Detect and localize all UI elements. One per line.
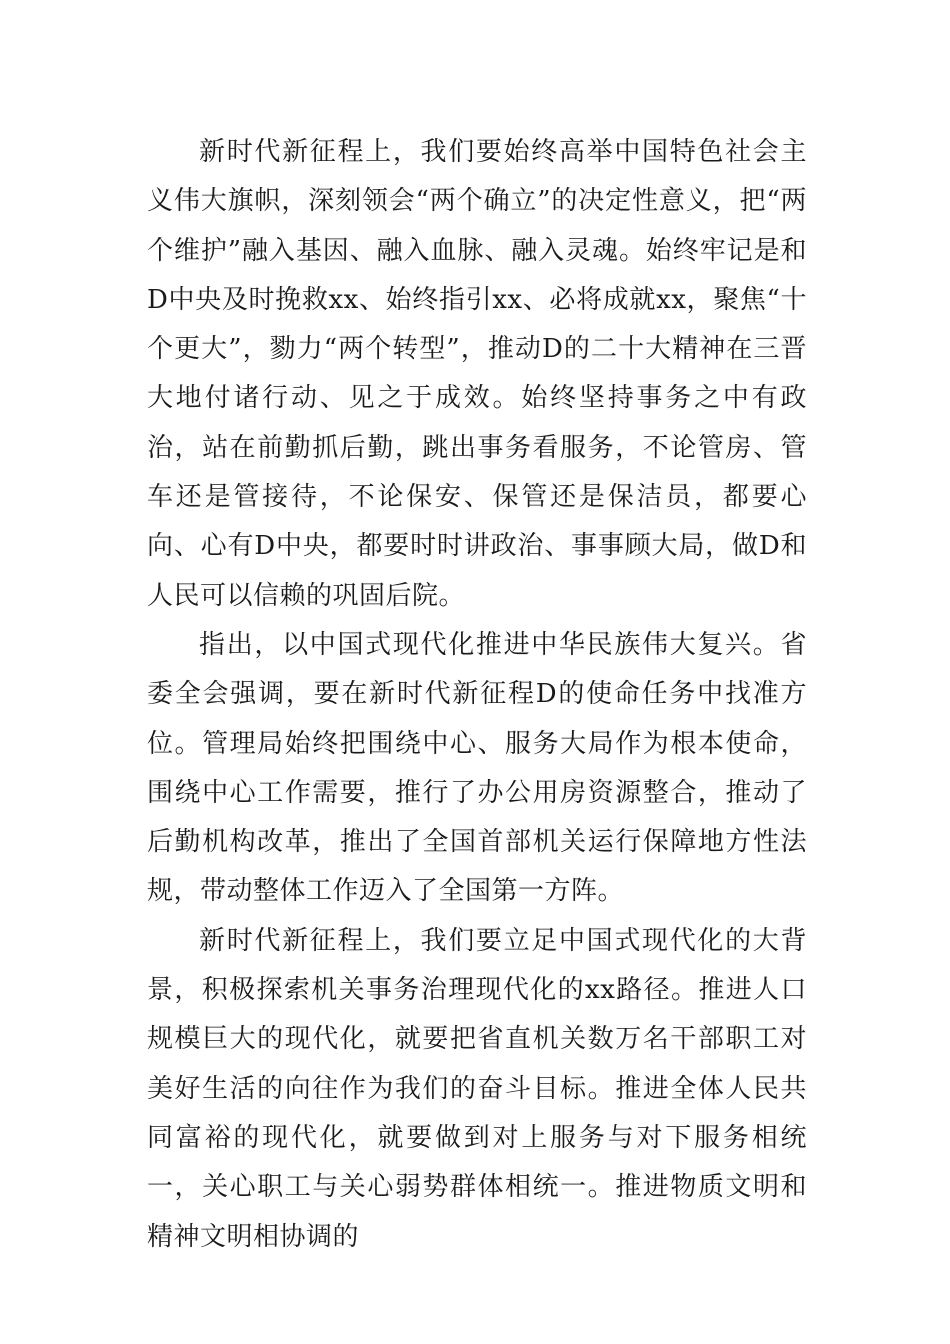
paragraph-1: 新时代新征程上，我们要始终高举中国特色社会主义伟大旗帜，深刻领会“两个确立”的决定性意义，把“两个维护”融入基因、融入血脉、融入灵魂。始终牢记是和D中央及时挽救xx、始终指引xx、必将成就xx，聚焦“十个更大”，勠力“两个转型”，推动D的二十大精神在三晋大地付诸行动、见之于成效。始终坚持事务之中有政治，站在前勤抓后勤，跳出事务看服务，不论管房、管车还是管接待，不论保安、保管还是保洁员，都要心向、心有D中央，都要时时讲政治、事事顾大局，做D和人民可以信赖的巩固后院。 [147,137,807,611]
paragraph-3: 新时代新征程上，我们要立足中国式现代化的大背景，积极探索机关事务治理现代化的xx路径。推进人口规模巨大的现代化，就要把省直机关数万名干部职工对美好生活的向往作为我们的奋斗目标。推进全体人民共同富裕的现代化，就要做到对上服务与对下服务相统一，关心职工与关心弱势群体相统一。推进物质文明和精神文明相协调的 [147,925,807,1252]
paragraph-2: 指出，以中国式现代化推进中华民族伟大复兴。省委全会强调，要在新时代新征程D的使命任务中找准方位。管理局始终把围绕中心、服务大局作为根本使命，围绕中心工作需要，推行了办公用房资源整合，推动了后勤机构改革，推出了全国首部机关运行保障地方性法规，带动整体工作迈入了全国第一方阵。 [147,629,807,907]
document-body [147,128,807,1262]
